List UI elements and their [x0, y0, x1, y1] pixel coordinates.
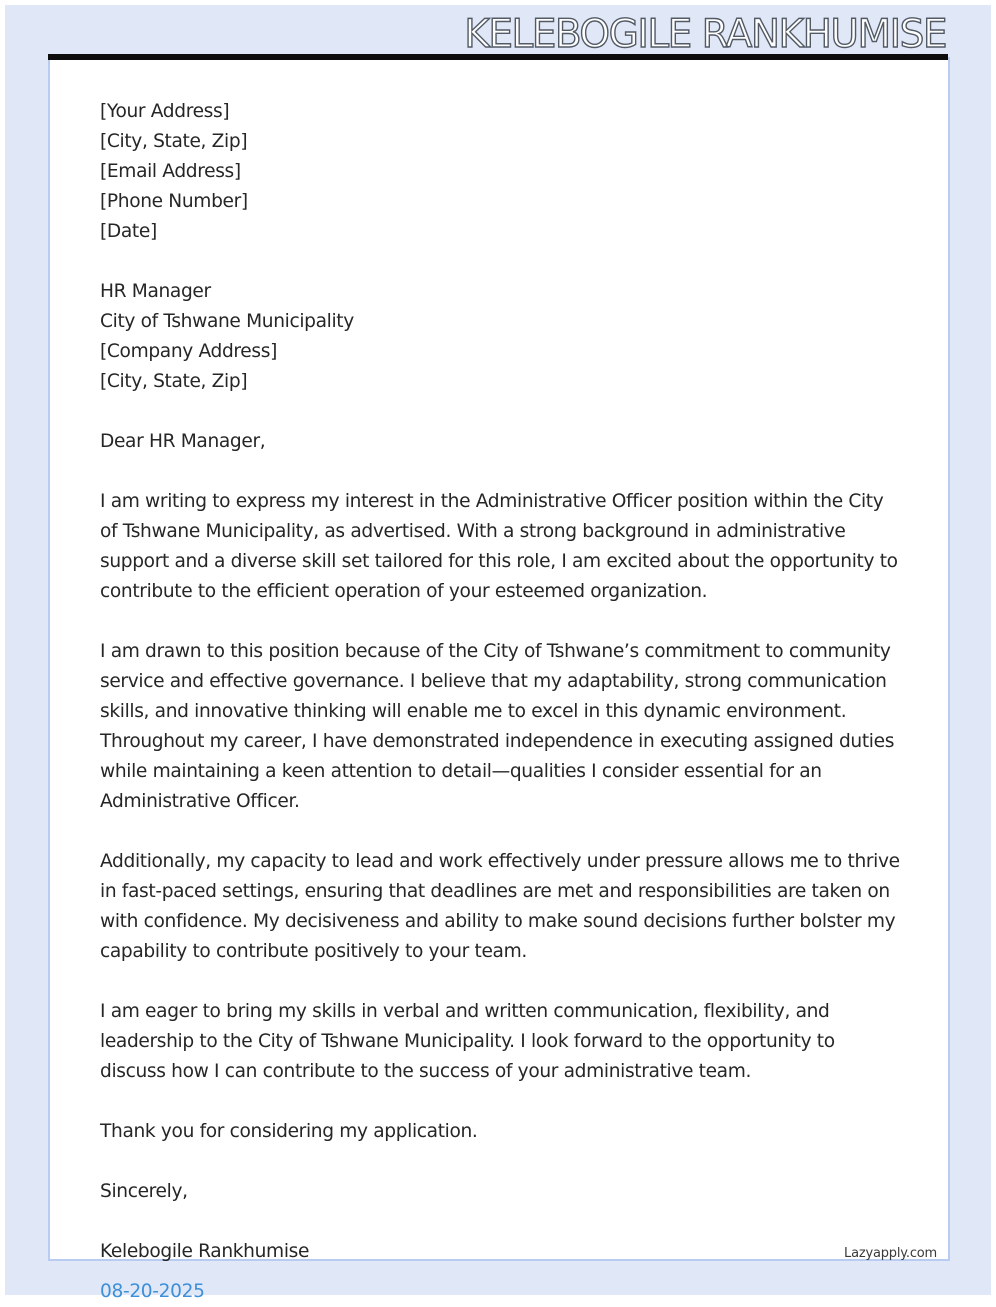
recipient-address: [Company Address] [100, 341, 277, 362]
sender-email: [Email Address] [100, 161, 241, 182]
paragraph-line: Throughout my career, I have demonstrated independence in executing assigned duties [100, 731, 895, 752]
paragraph-line: while maintaining a keen attention to detail—qualities I consider essential for an [100, 761, 822, 782]
signature-date: 08-20-2025 [100, 1281, 205, 1302]
signature-name: Kelebogile Rankhumise [100, 1241, 310, 1262]
paragraph-line: skills, and innovative thinking will enable me to excel in this dynamic environment. [100, 701, 847, 722]
watermark: Lazyapply.com [844, 1246, 937, 1261]
paragraph-intro [100, 487, 900, 607]
sender-date: [Date] [100, 221, 157, 242]
paragraph-line: I am eager to bring my skills in verbal and written communication, flexibility, and [100, 1001, 830, 1022]
paragraph-line: I am drawn to this position because of the City of Tshwane’s commitment to community [100, 641, 891, 662]
paragraph-line: service and effective governance. I believe that my adaptability, strong communication [100, 671, 887, 692]
paragraph-line: of Tshwane Municipality, as advertised. With a strong background in administrative [100, 521, 846, 542]
recipient-title: HR Manager [100, 281, 211, 302]
paragraph-line: with confidence. My decisiveness and ability to make sound decisions further bolster my [100, 911, 896, 932]
paragraph-line: I am writing to express my interest in the Administrative Officer position within the City [100, 491, 884, 512]
paragraph-line: Additionally, my capacity to lead and work effectively under pressure allows me to thrive [100, 851, 900, 872]
sender-phone: [Phone Number] [100, 191, 248, 212]
thanks-line: Thank you for considering my application. [100, 1121, 478, 1142]
paragraph-line: in fast-paced settings, ensuring that deadlines are met and responsibilities are taken on [100, 881, 890, 902]
cover-letter-body [100, 97, 900, 1307]
paragraph-line: leadership to the City of Tshwane Municipality. I look forward to the opportunity to [100, 1031, 835, 1052]
paragraph-line: support and a diverse skill set tailored for this role, I am excited about the opportunity to [100, 551, 898, 572]
sender-address: [Your Address] [100, 101, 230, 122]
recipient-city-state-zip: [City, State, Zip] [100, 371, 248, 392]
paragraph-motivation [100, 637, 900, 817]
paragraph-line: Administrative Officer. [100, 791, 300, 812]
salutation: Dear HR Manager, [100, 431, 266, 452]
paragraph-closing [100, 997, 900, 1087]
recipient-organization: City of Tshwane Municipality [100, 311, 354, 332]
sender-city-state-zip: [City, State, Zip] [100, 131, 248, 152]
paragraph-line: capability to contribute positively to your team. [100, 941, 527, 962]
closing-line: Sincerely, [100, 1181, 188, 1202]
paragraph-strengths [100, 847, 900, 967]
applicant-name-heading: KELEBOGILE RANKHUMISE [464, 12, 946, 57]
paragraph-line: contribute to the efficient operation of your esteemed organization. [100, 581, 708, 602]
paragraph-line: discuss how I can contribute to the success of your administrative team. [100, 1061, 752, 1082]
